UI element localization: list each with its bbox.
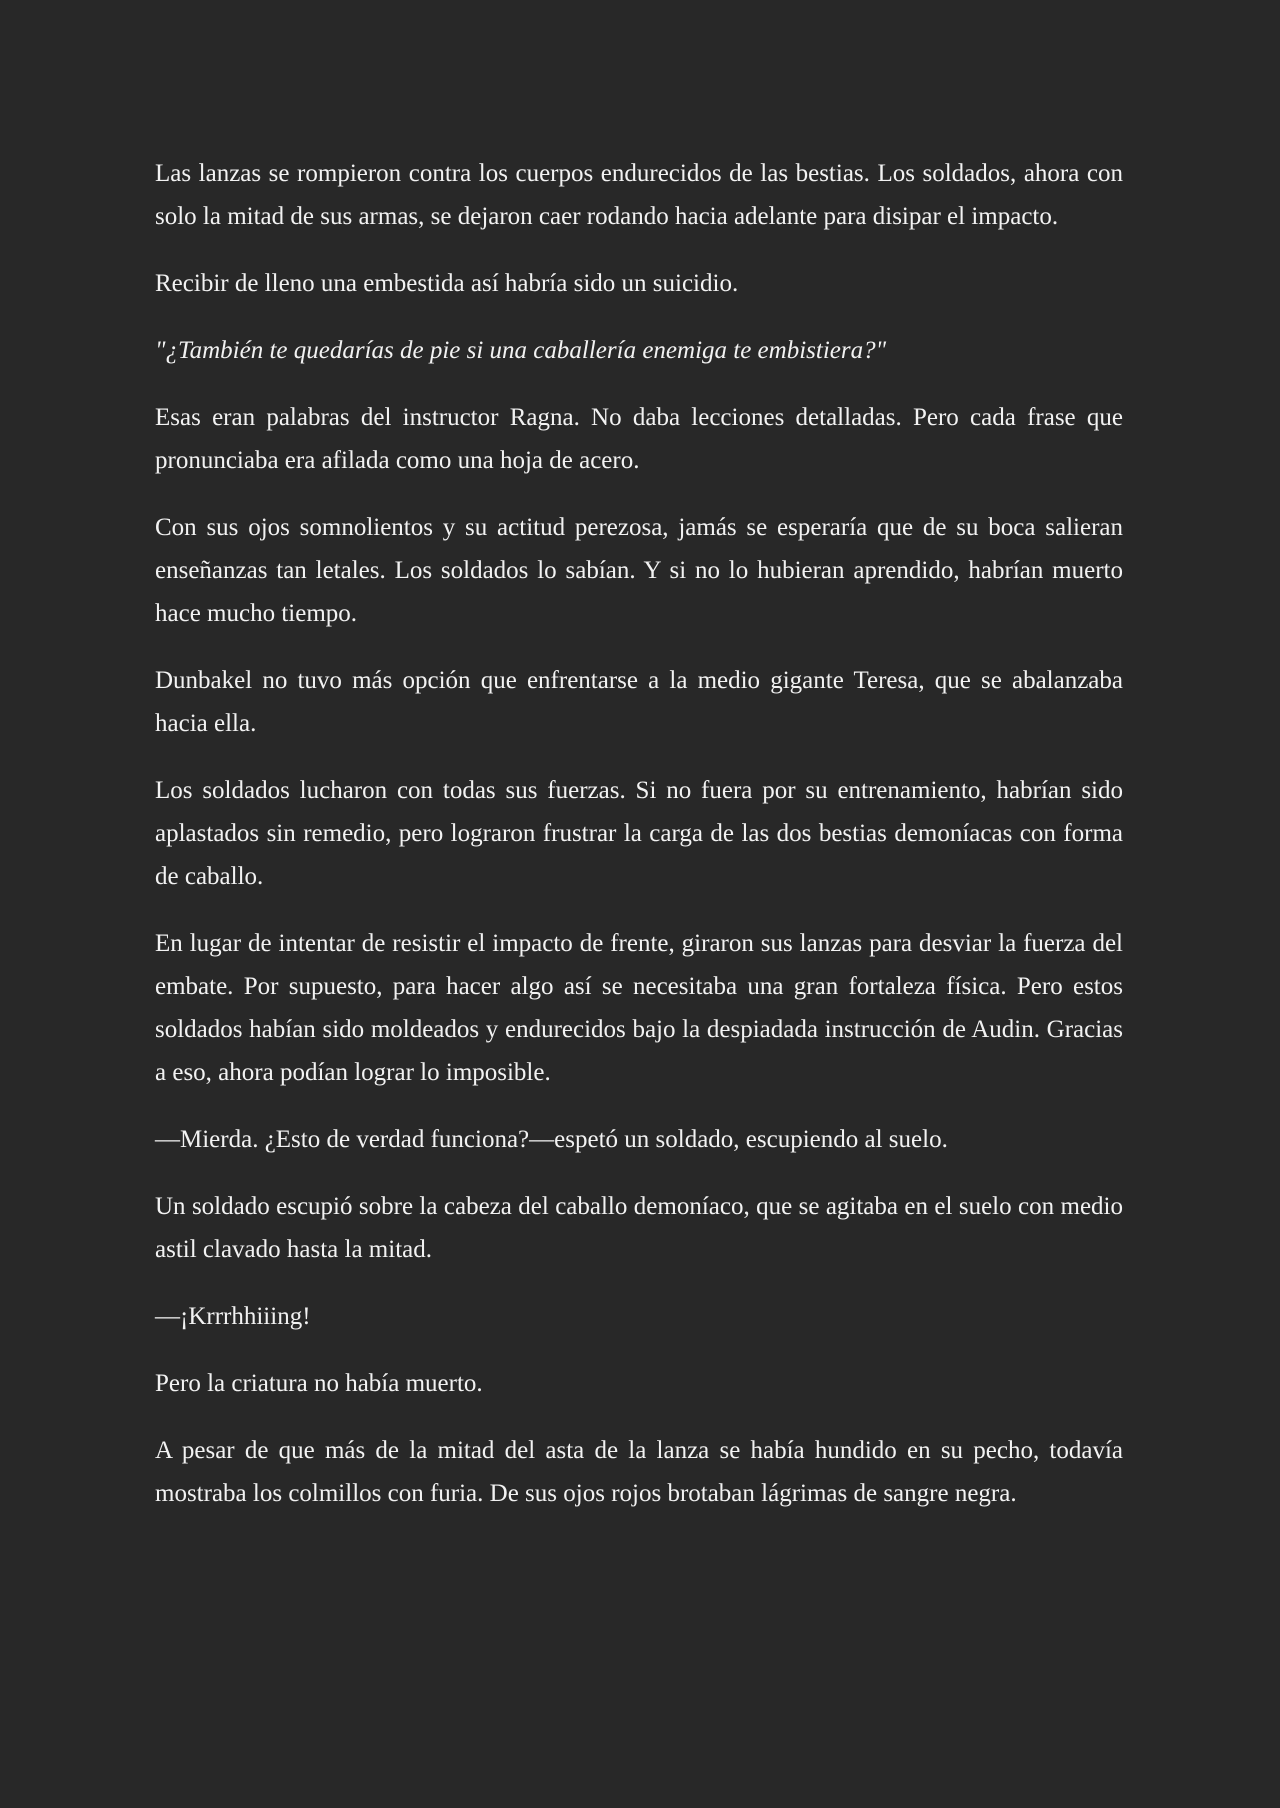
sound-effect-paragraph: —¡Krrrhhiiing! [155, 1303, 311, 1330]
chapter-text [155, 152, 1123, 1539]
paragraph: Pero la criatura no había muerto. [155, 1370, 483, 1397]
paragraph: A pesar de que más de la mitad del asta de la lanza se había hundido en su pecho, todavía mostraba los colmillos con furia. De sus ojos rojos brotaban lágrimas de sangre negra. [155, 1437, 1123, 1507]
paragraph: Las lanzas se rompieron contra los cuerpos endurecidos de las bestias. Los soldados, ahora con solo la mitad de sus armas, se dejaron caer rodando hacia adelante para disipar el impacto. [155, 160, 1123, 230]
paragraph: Recibir de lleno una embestida así habría sido un suicidio. [155, 270, 739, 297]
quote-paragraph: "¿También te quedarías de pie si una caballería enemiga te embistiera?" [155, 337, 887, 364]
paragraph: En lugar de intentar de resistir el impacto de frente, giraron sus lanzas para desviar la fuerza del embate. Por supuesto, para hacer algo así se necesitaba una gran fortaleza física. Pero estos soldados habían sido moldeados y endurecidos bajo la despiadada instrucción de Audin. Gracias a eso, ahora podían lograr lo imposible. [155, 930, 1123, 1086]
paragraph: Con sus ojos somnolientos y su actitud perezosa, jamás se esperaría que de su boca salieran enseñanzas tan letales. Los soldados lo sabían. Y si no lo hubieran aprendido, habrían muerto hace mucho tiempo. [155, 514, 1123, 627]
paragraph: Esas eran palabras del instructor Ragna. No daba lecciones detalladas. Pero cada frase que pronunciaba era afilada como una hoja de acero. [155, 404, 1123, 474]
paragraph: Los soldados lucharon con todas sus fuerzas. Si no fuera por su entrenamiento, habrían sido aplastados sin remedio, pero lograron frustrar la carga de las dos bestias demoníacas con forma de caballo. [155, 777, 1123, 890]
dialogue-paragraph: —Mierda. ¿Esto de verdad funciona?—espetó un soldado, escupiendo al suelo. [155, 1126, 948, 1153]
paragraph: Un soldado escupió sobre la cabeza del caballo demoníaco, que se agitaba en el suelo con medio astil clavado hasta la mitad. [155, 1193, 1123, 1263]
paragraph: Dunbakel no tuvo más opción que enfrentarse a la medio gigante Teresa, que se abalanzaba hacia ella. [155, 667, 1123, 737]
